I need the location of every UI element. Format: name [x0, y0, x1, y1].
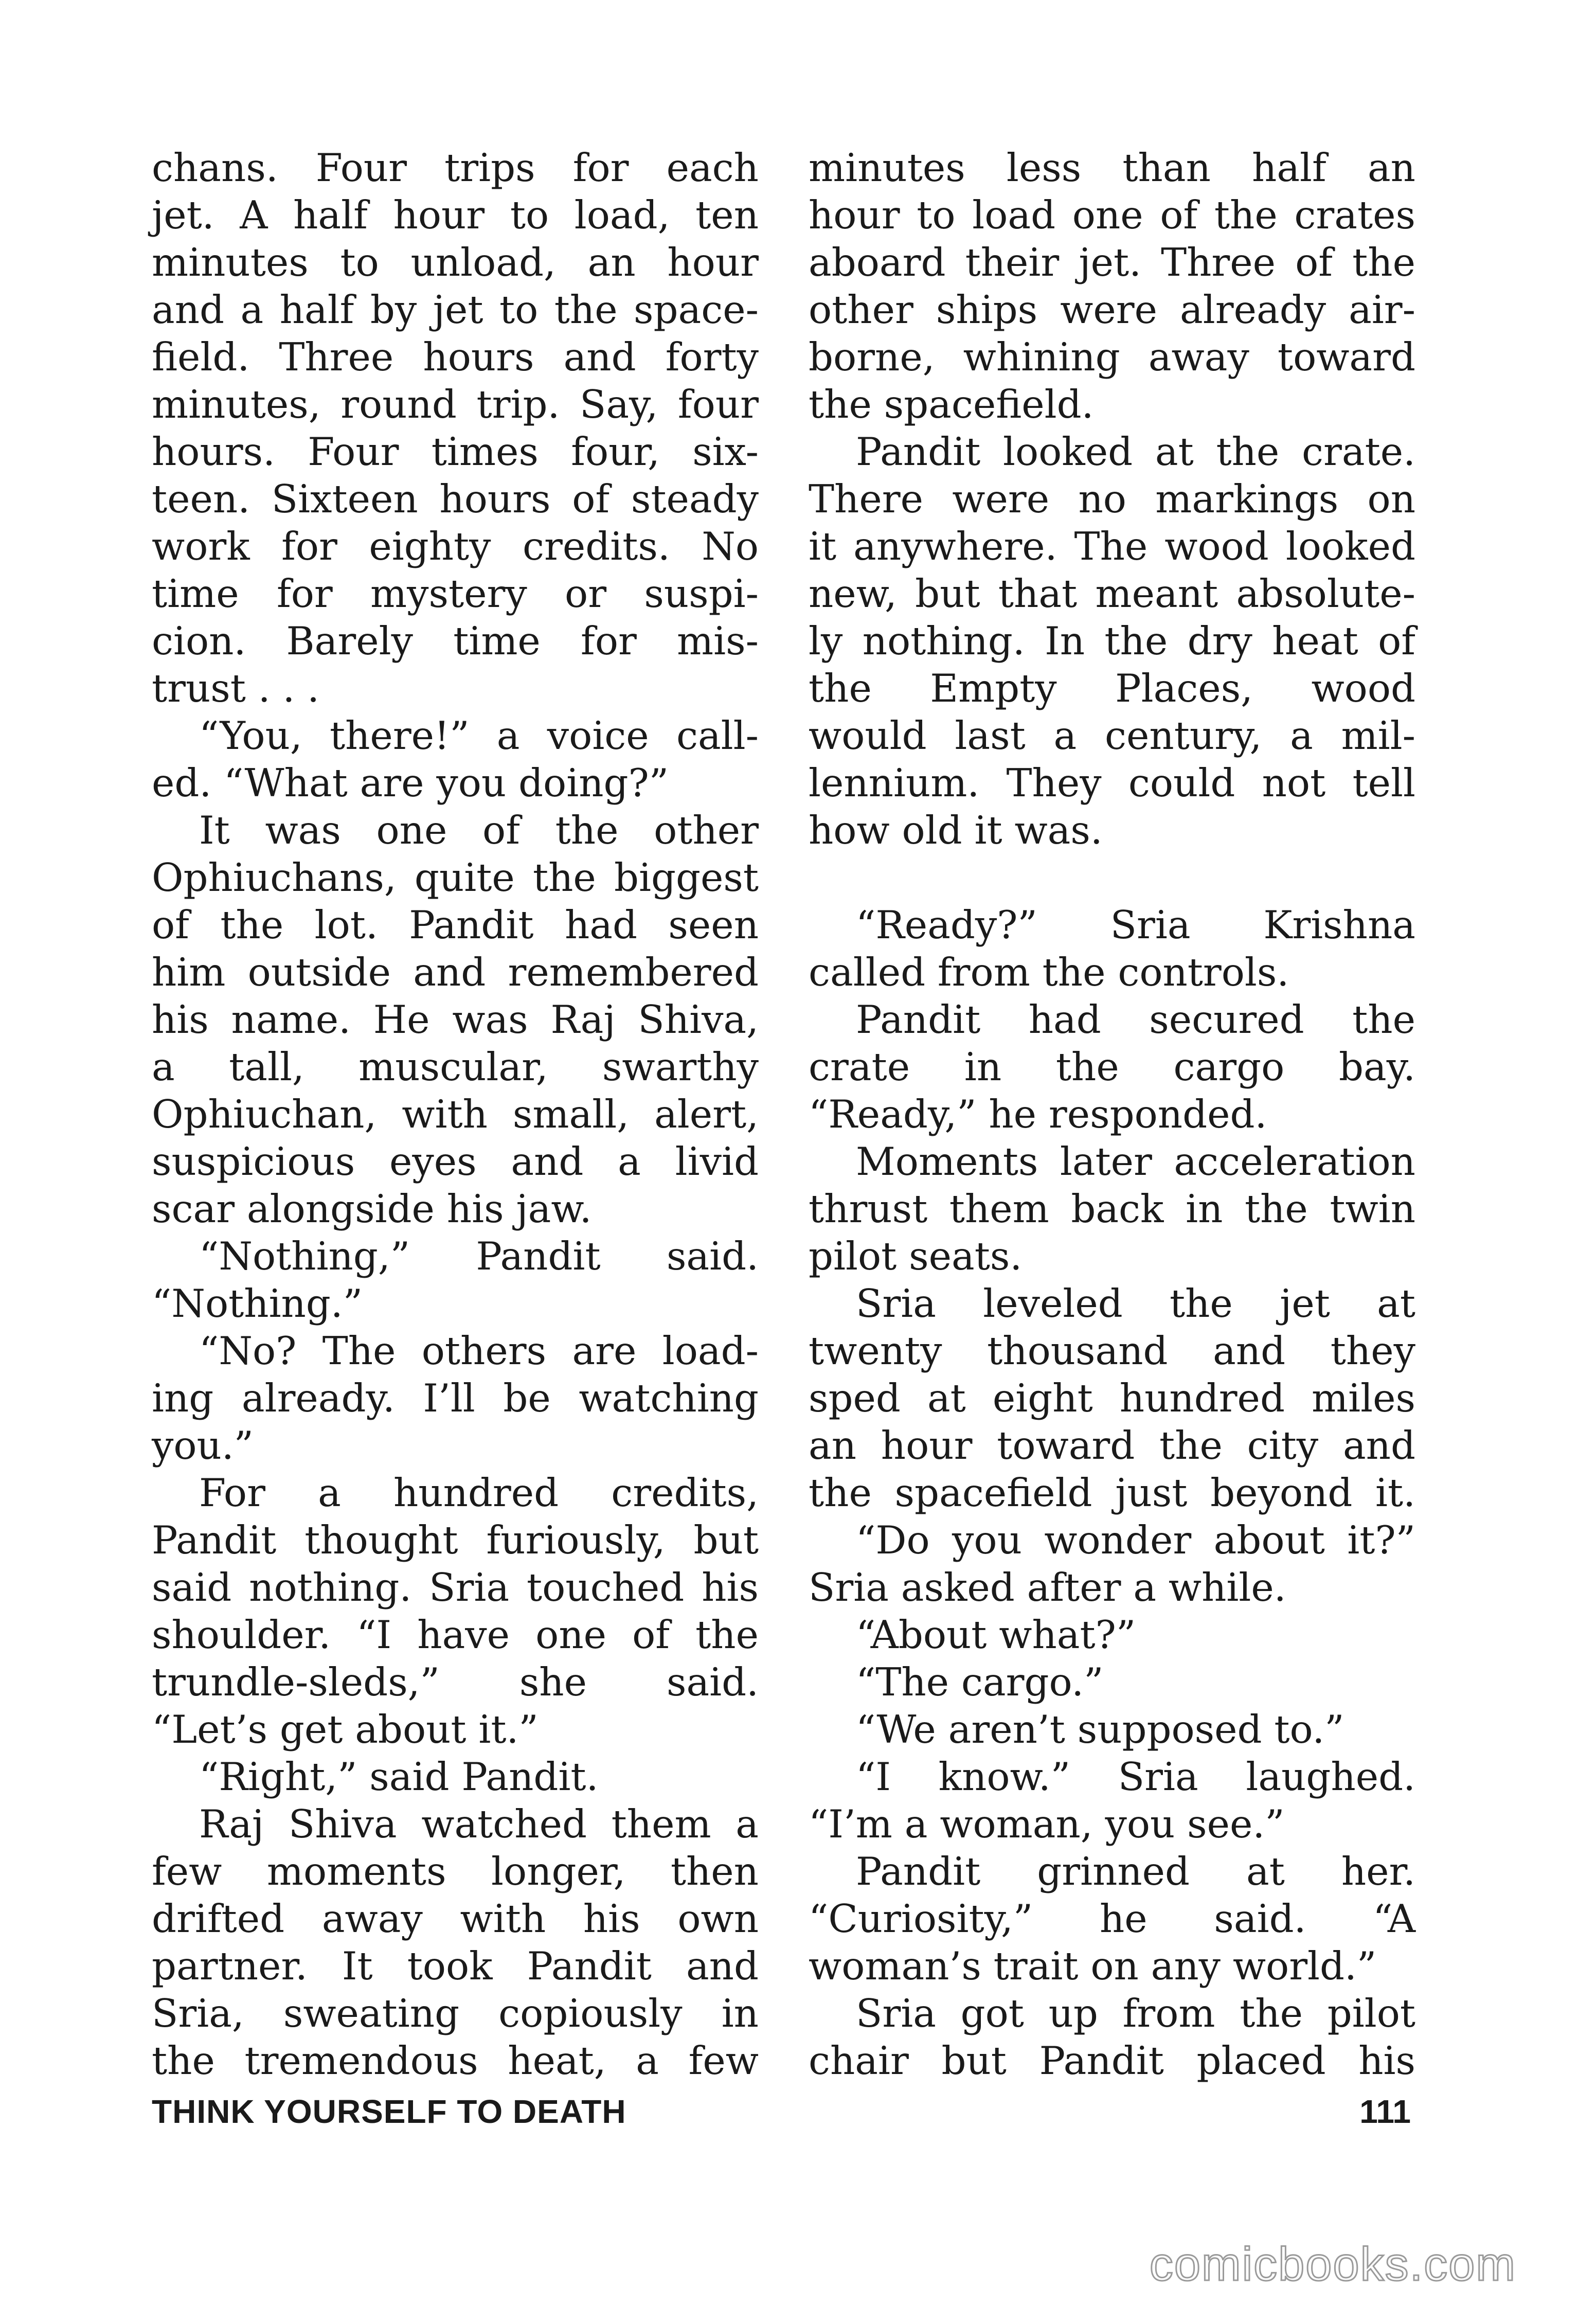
- text-line: “Ready?” Sria Krishna: [856, 902, 1415, 948]
- text-line: For a hundred credits,: [199, 1470, 759, 1515]
- text-line: new, but that meant absolute-: [809, 571, 1415, 616]
- text-line: partner. It took Pandit and: [152, 1943, 759, 1989]
- text-line: borne, whining away toward: [809, 334, 1415, 380]
- text-line: him outside and remembered: [152, 950, 759, 995]
- text-line: It was one of the other: [199, 808, 759, 853]
- text-line: Sria leveled the jet at: [856, 1281, 1415, 1326]
- left-text-column: [152, 144, 759, 2084]
- text-line: scar alongside his jaw.: [152, 1186, 592, 1231]
- text-line: the tremendous heat, a few: [152, 2038, 759, 2083]
- text-line: hours. Four times four, six-: [152, 429, 759, 474]
- text-line: would last a century, a mil-: [809, 713, 1415, 758]
- text-line: other ships were already air-: [809, 287, 1415, 332]
- text-line: the spacefield.: [809, 382, 1094, 427]
- section-break: [809, 854, 1415, 901]
- text-line: a tall, muscular, swarthy: [152, 1044, 759, 1089]
- text-line: chans. Four trips for each: [152, 145, 759, 190]
- text-line: suspicious eyes and a livid: [152, 1139, 759, 1184]
- text-line: “Curiosity,” he said. “A: [809, 1896, 1415, 1941]
- running-footer-title: THINK YOURSELF TO DEATH: [152, 2093, 626, 2130]
- text-line: how old it was.: [809, 808, 1103, 853]
- text-line: minutes less than half an: [809, 145, 1415, 190]
- text-line: Pandit had secured the: [856, 997, 1415, 1042]
- text-line: “About what?”: [856, 1612, 1136, 1657]
- text-line: “We aren’t supposed to.”: [856, 1707, 1344, 1752]
- text-line: the Empty Places, wood: [809, 666, 1415, 711]
- text-line: Moments later acceleration: [856, 1139, 1415, 1184]
- text-line: an hour toward the city and: [809, 1423, 1415, 1468]
- text-line: it anywhere. The wood looked: [809, 524, 1415, 569]
- text-line: Ophiuchans, quite the biggest: [152, 855, 759, 900]
- text-line: of the lot. Pandit had seen: [152, 902, 759, 948]
- text-line: “I know.” Sria laughed.: [856, 1754, 1415, 1799]
- text-line: aboard their jet. Three of the: [809, 240, 1415, 285]
- text-line: time for mystery or suspi-: [152, 571, 759, 616]
- text-line: woman’s trait on any world.”: [809, 1943, 1377, 1989]
- text-line: crate in the cargo bay.: [809, 1044, 1415, 1089]
- text-line: and a half by jet to the space-: [152, 287, 759, 332]
- text-line: Pandit looked at the crate.: [856, 429, 1415, 474]
- text-line: said nothing. Sria touched his: [152, 1565, 759, 1610]
- text-line: you.”: [152, 1423, 254, 1468]
- text-line: “Let’s get about it.”: [152, 1707, 539, 1752]
- text-line: thrust them back in the twin: [809, 1186, 1415, 1231]
- text-line: ing already. I’ll be watching: [152, 1375, 759, 1421]
- text-line: “I’m a woman, you see.”: [809, 1801, 1285, 1847]
- text-line: called from the controls.: [809, 950, 1289, 995]
- text-line: “Nothing,” Pandit said.: [199, 1233, 759, 1279]
- text-line: trundle-sleds,” she said.: [152, 1659, 759, 1705]
- text-line: ed. “What are you doing?”: [152, 760, 669, 806]
- text-line: “The cargo.”: [856, 1659, 1104, 1705]
- text-line: his name. He was Raj Shiva,: [152, 997, 759, 1042]
- text-line: Sria asked after a while.: [809, 1565, 1286, 1610]
- text-line: chair but Pandit placed his: [809, 2038, 1415, 2083]
- watermark: comicbooks.com: [1149, 2238, 1516, 2291]
- text-line: shoulder. “I have one of the: [152, 1612, 759, 1657]
- text-line: sped at eight hundred miles: [809, 1375, 1415, 1421]
- right-text-column: [809, 144, 1415, 2084]
- text-line: hour to load one of the crates: [809, 192, 1415, 238]
- text-line: “Nothing.”: [152, 1281, 363, 1326]
- text-line: Pandit thought furiously, but: [152, 1517, 759, 1563]
- text-line: teen. Sixteen hours of steady: [152, 476, 759, 522]
- text-line: Sria got up from the pilot: [856, 1991, 1415, 2036]
- text-line: cion. Barely time for mis-: [152, 618, 759, 664]
- page-number: 111: [1359, 2093, 1411, 2130]
- text-line: minutes to unload, an hour: [152, 240, 759, 285]
- text-line: Raj Shiva watched them a: [199, 1801, 759, 1847]
- text-line: Ophiuchan, with small, alert,: [152, 1092, 759, 1137]
- text-line: lennium. They could not tell: [809, 760, 1415, 806]
- text-line: Sria, sweating copiously in: [152, 1991, 759, 2036]
- text-line: “Right,” said Pandit.: [199, 1754, 599, 1799]
- text-line: jet. A half hour to load, ten: [152, 192, 759, 238]
- text-line: “No? The others are load-: [199, 1328, 759, 1373]
- text-line: few moments longer, then: [152, 1849, 759, 1894]
- text-line: trust . . .: [152, 666, 319, 711]
- text-line: work for eighty credits. No: [152, 524, 759, 569]
- text-line: twenty thousand and they: [809, 1328, 1415, 1373]
- text-line: field. Three hours and forty: [152, 334, 759, 380]
- text-line: “Do you wonder about it?”: [856, 1517, 1415, 1563]
- text-line: drifted away with his own: [152, 1896, 759, 1941]
- text-line: “Ready,” he responded.: [809, 1092, 1267, 1137]
- text-line: Pandit grinned at her.: [856, 1849, 1415, 1894]
- text-line: pilot seats.: [809, 1233, 1023, 1279]
- text-line: “You, there!” a voice call-: [199, 713, 759, 758]
- text-line: There were no markings on: [809, 476, 1415, 522]
- text-line: the spacefield just beyond it.: [809, 1470, 1415, 1515]
- text-line: ly nothing. In the dry heat of: [809, 618, 1415, 664]
- text-line: minutes, round trip. Say, four: [152, 382, 759, 427]
